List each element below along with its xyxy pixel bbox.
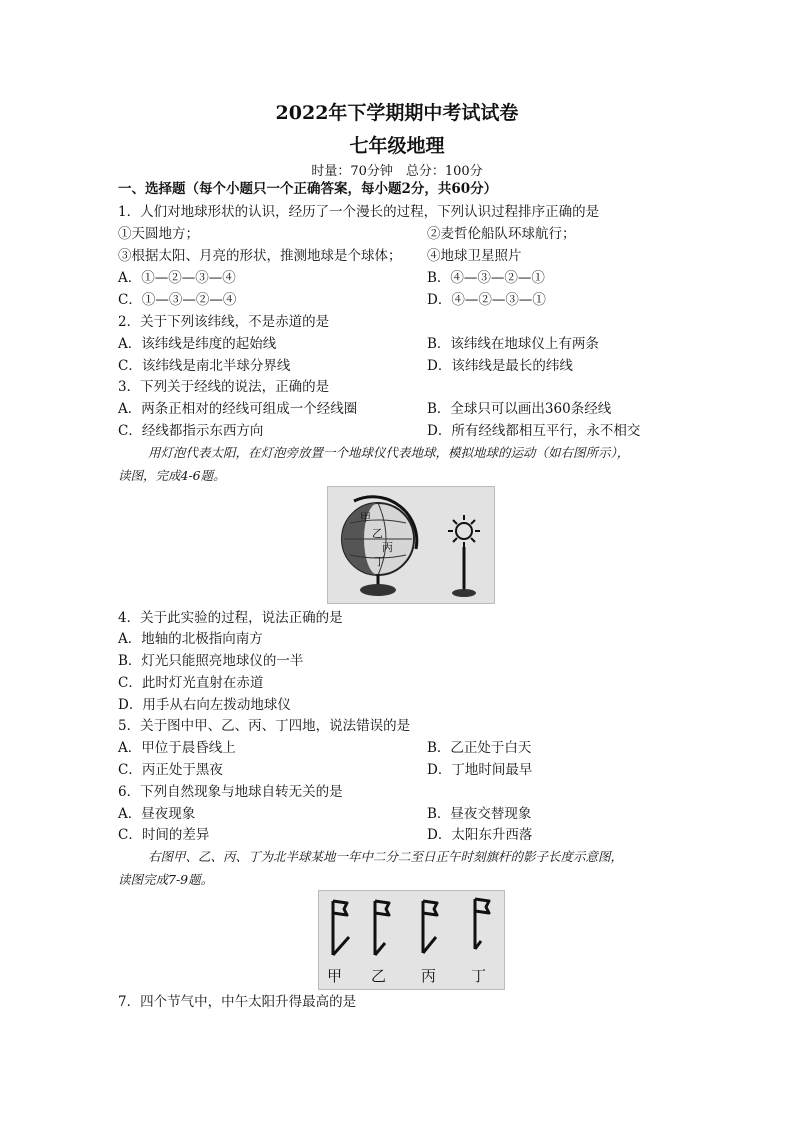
flag-label-jia: 甲 [327, 967, 343, 985]
q4-stem: 4．关于此实验的过程，说法正确的是 [118, 610, 343, 626]
globe-lamp-figure [327, 486, 495, 604]
exam-title: 2022年下学期期中考试试卷 [275, 102, 519, 124]
globe-label-bing: 丙 [382, 541, 393, 554]
intro-4-6-line1: 用灯泡代表太阳，在灯泡旁放置一个地球仪代表地球，模拟地球的运动（如右图所示）， [148, 445, 630, 460]
q3-option-c: C．经线都指示东西方向 [118, 423, 264, 439]
q4-option-d: D．用手从右向左拨动地球仪 [118, 697, 291, 713]
flag-label-bing: 丙 [421, 967, 437, 985]
flag-label-yi: 乙 [371, 967, 387, 985]
q2-option-d: D．该纬线是最长的纬线 [427, 358, 573, 374]
globe-label-ding: 丁 [374, 555, 385, 568]
intro-4-6-line2: 读图，完成4-6题。 [118, 468, 226, 483]
flagpole-shadow-drawing [319, 891, 504, 989]
q4-option-b: B．灯光只能照亮地球仪的一半 [118, 653, 304, 669]
q1-option-c: C．①—③—②—④ [118, 292, 237, 308]
flagpole-shadow-figure [318, 890, 505, 990]
q1-option-d: D．④—②—③—① [427, 292, 546, 308]
section-heading: 一、选择题（每个小题只一个正确答案，每小题2分，共60分） [118, 181, 498, 197]
q1-option-a: A．①—②—③—④ [118, 270, 236, 286]
q4-option-a: A．地轴的北极指向南方 [118, 631, 263, 647]
q1-stem: 1．人们对地球形状的认识，经历了一个漫长的过程，下列认识过程排序正确的是 [118, 204, 600, 220]
exam-subject: 七年级地理 [349, 135, 445, 157]
q3-option-a: A．两条正相对的经线可组成一个经线圈 [118, 401, 358, 417]
q6-option-b: B．昼夜交替现象 [427, 806, 532, 822]
q2-option-c: C．该纬线是南北半球分界线 [118, 358, 291, 374]
q6-option-a: A．昼夜现象 [118, 806, 196, 822]
q6-stem: 6．下列自然现象与地球自转无关的是 [118, 784, 343, 800]
q1-statement-2: ②麦哲伦船队环球航行； [427, 226, 576, 242]
globe-label-jia: 甲 [360, 511, 371, 524]
q5-option-c: C．丙正处于黑夜 [118, 762, 223, 778]
q5-stem: 5．关于图中甲、乙、丙、丁四地，说法错误的是 [118, 718, 411, 734]
flag-label-ding: 丁 [471, 967, 487, 985]
q7-stem: 7．四个节气中，中午太阳升得最高的是 [118, 994, 357, 1010]
intro-7-9-line1: 右图甲、乙、丙、丁为北半球某地一年中二分二至日正午时刻旗杆的影子长度示意图， [148, 849, 624, 864]
q3-stem: 3．下列关于经线的说法，正确的是 [118, 379, 330, 395]
q1-statement-4: ④地球卫星照片 [427, 248, 522, 264]
q5-option-d: D．丁地时间最早 [427, 762, 533, 778]
q2-stem: 2．关于下列该纬线，不是赤道的是 [118, 314, 330, 330]
q1-statement-3: ③根据太阳、月亮的形状，推测地球是个球体； [118, 248, 402, 264]
exam-meta: 时量：70分钟 总分：100分 [311, 164, 483, 179]
q1-statement-1: ①天圆地方； [118, 226, 199, 242]
globe-label-yi: 乙 [372, 527, 383, 540]
globe-lamp-drawing [328, 487, 494, 603]
q5-option-a: A．甲位于晨昏线上 [118, 740, 236, 756]
intro-7-9-line2: 读图完成7-9题。 [118, 872, 214, 887]
q6-option-c: C．时间的差异 [118, 827, 210, 843]
q5-option-b: B．乙正处于白天 [427, 740, 532, 756]
q2-option-a: A．该纬线是纬度的起始线 [118, 336, 277, 352]
q6-option-d: D．太阳东升西落 [427, 827, 533, 843]
q2-option-b: B．该纬线在地球仪上有两条 [427, 336, 599, 352]
q3-option-b: B．全球只可以画出360条经线 [427, 401, 612, 417]
q1-option-b: B．④—③—②—① [427, 270, 545, 286]
q4-option-c: C．此时灯光直射在赤道 [118, 675, 264, 691]
q3-option-d: D．所有经线都相互平行，永不相交 [427, 423, 641, 439]
